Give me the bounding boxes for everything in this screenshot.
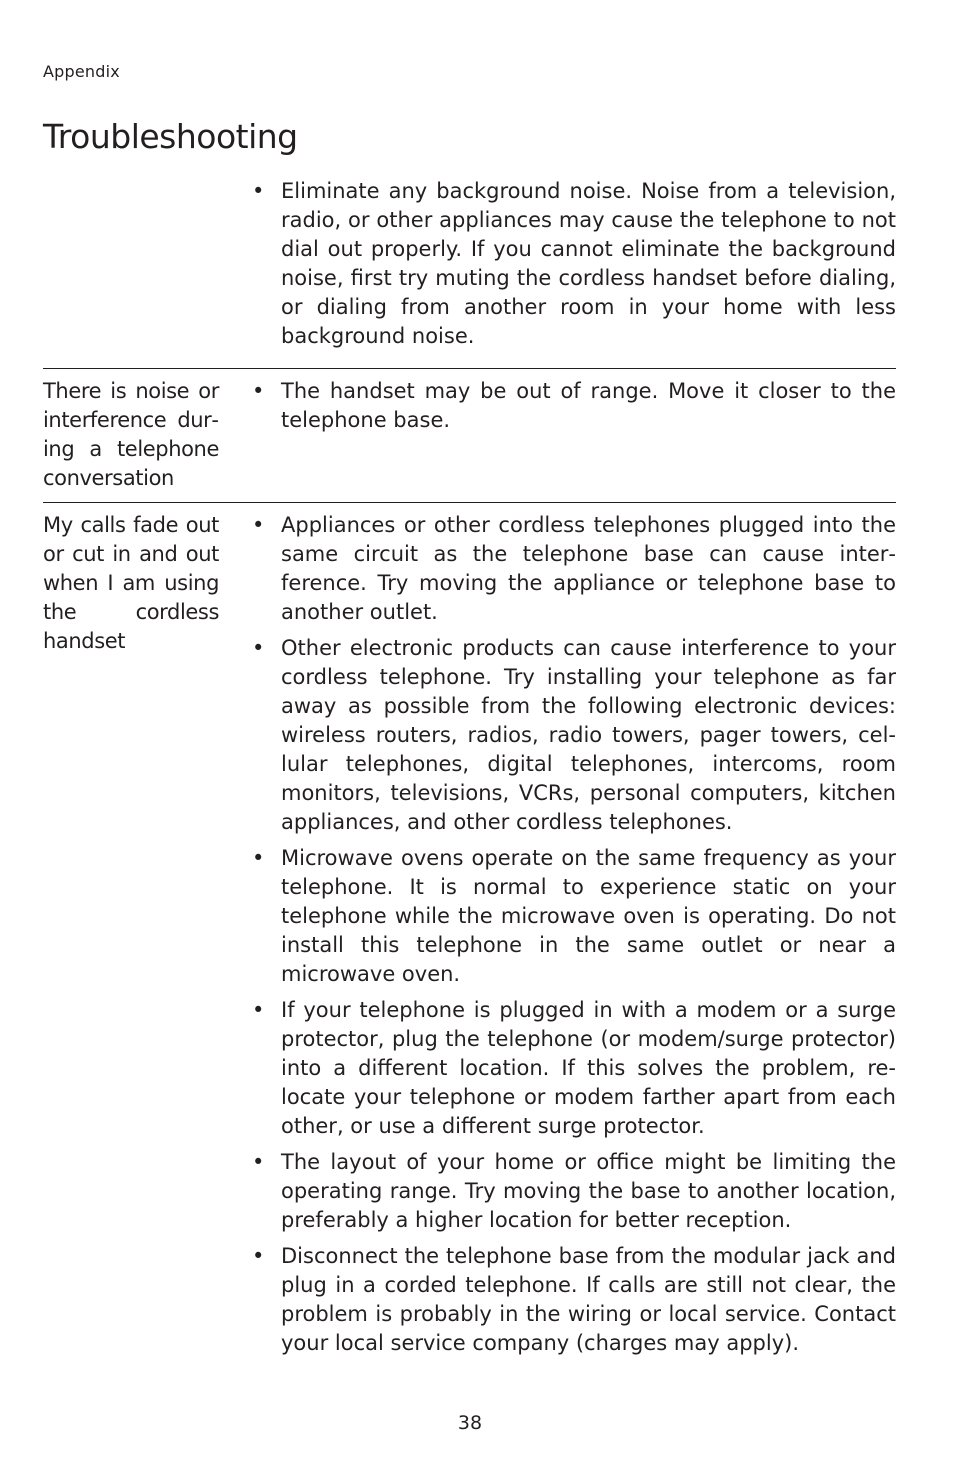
symptom-cell [43,177,219,368]
solution-item: • Other electronic products can cause interference to your cordless telephone. Try installing your telephone as far away as possible from the following electronic devices: wireless routers, radios, radio towers, pager towers, cellular telephones, digital telephones, intercoms, room monitors, televisions, VCRs, personal computers, kitchen appliances, and other cordless telephones. [249,634,896,837]
symptom-cell: My calls fade out or cut in and out when I am using the cordless handset [43,513,219,653]
solution-item: • Microwave ovens operate on the same frequency as your telephone. It is normal to experience static on your telephone while the microwave oven is operating. Do not install this telephone in the same outlet or near a microwave oven. [249,844,896,989]
troubleshooting-row [43,177,896,369]
solutions-list [249,369,896,502]
solution-item: • If your telephone is plugged in with a modem or a surge protector, plug the telephone (or modem/surge protector) into a different location. If this solves the problem, re-locate your telephone or modem farther apart from each other, or use a different surge protector. [249,996,896,1141]
section-label: Appendix [43,62,120,81]
symptom-cell: There is noise or interference during a telephone conversation [43,379,219,490]
solution-item: • The handset may be out of range. Move it closer to the telephone base. [249,377,896,435]
troubleshooting-table [43,177,896,1365]
troubleshooting-row [43,369,896,503]
solutions-list [249,177,896,368]
solutions-list [249,503,896,1365]
page-title: Troubleshooting [43,117,298,156]
solution-item: • Appliances or other cordless telephones plugged into the same circuit as the telephone base can cause interference. Try moving the appliance or telephone base to another outlet. [249,511,896,627]
solution-item: • Eliminate any background noise. Noise from a television, radio, or other appliances may cause the telephone to not dial out properly. If you cannot eliminate the background noise, first try muting the cordless handset before dialing, or dialing from another room in your home with less background noise. [249,177,896,351]
troubleshooting-row [43,503,896,1365]
page-number: 38 [457,1412,483,1434]
solution-item: • The layout of your home or office might be limiting the operating range. Try moving the base to another location, preferably a higher location for better reception. [249,1148,896,1235]
solution-item: • Disconnect the telephone base from the modular jack and plug in a corded telephone. If calls are still not clear, the problem is probably in the wiring or local service. Contact your local service company (charges may apply). [249,1242,896,1358]
